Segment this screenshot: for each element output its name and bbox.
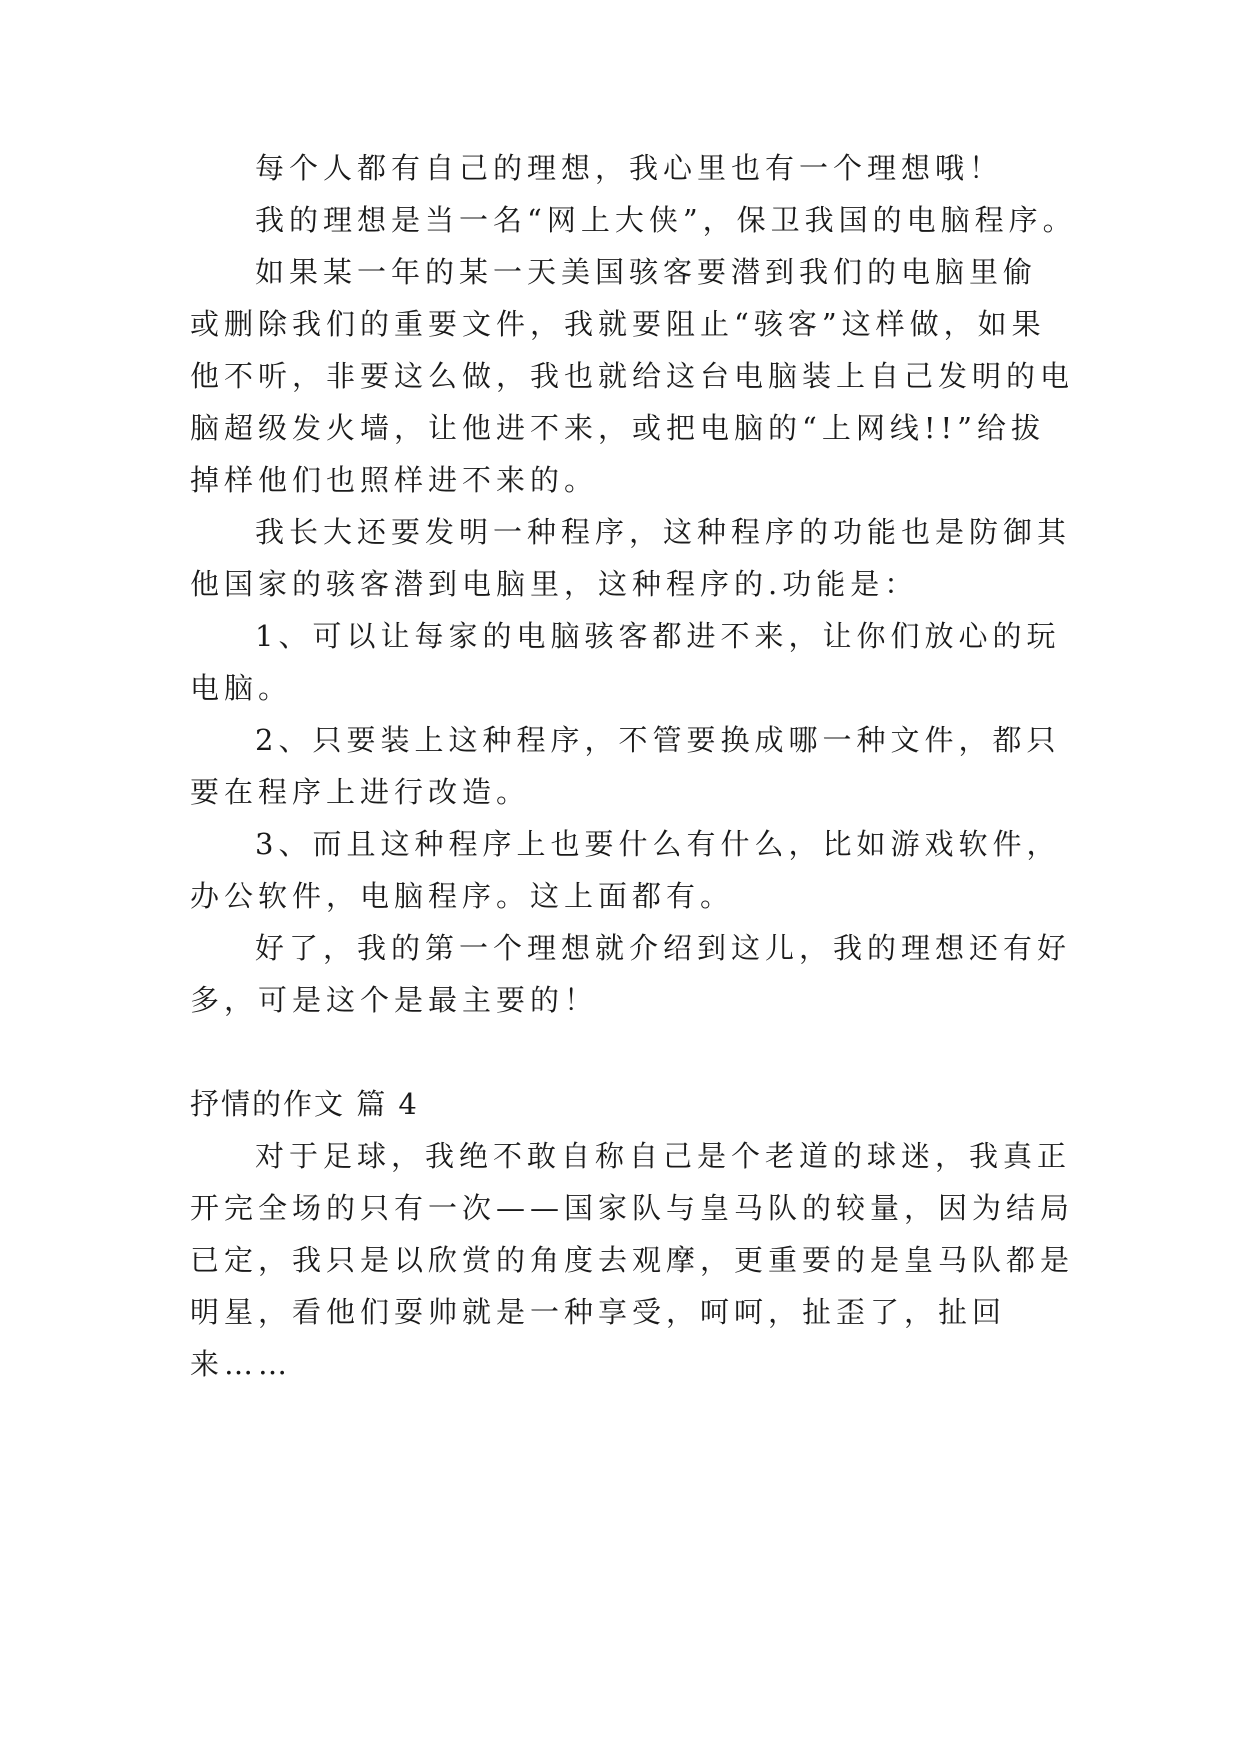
paragraph-line: 或删除我们的重要文件，我就要阻止“骇客”这样做，如果	[190, 307, 1046, 341]
paragraph-line: 他国家的骇客潜到电脑里，这种程序的.功能是：	[190, 567, 919, 601]
paragraph-line: 2、只要装上这种程序，不管要换成哪一种文件，都只	[255, 723, 1061, 757]
paragraph-line: 对于足球，我绝不敢自称自己是个老道的球迷，我真正	[255, 1139, 1072, 1173]
paragraph-line: 电脑。	[190, 671, 293, 705]
paragraph-line: 1、可以让每家的电脑骇客都进不来，让你们放心的玩	[255, 619, 1061, 653]
paragraph-line: 我的理想是当一名“网上大侠”，保卫我国的电脑程序。	[255, 203, 1077, 237]
paragraph-line: 好了，我的第一个理想就介绍到这儿，我的理想还有好	[255, 931, 1072, 965]
paragraph-line: 3、而且这种程序上也要什么有什么，比如游戏软件，	[255, 827, 1061, 861]
paragraph-line: 多，可是这个是最主要的！	[190, 983, 599, 1017]
paragraph-line: 明星，看他们耍帅就是一种享受，呵呵，扯歪了，扯回	[190, 1295, 1007, 1329]
paragraph-line: 来……	[190, 1347, 293, 1381]
paragraph-line: 他不听，非要这么做，我也就给这台电脑装上自己发明的电	[190, 359, 1075, 393]
paragraph-line: 办公软件，电脑程序。这上面都有。	[190, 879, 735, 913]
paragraph-line: 我长大还要发明一种程序，这种程序的功能也是防御其	[255, 515, 1072, 549]
section-heading: 抒情的作文 篇 4	[190, 1087, 419, 1121]
paragraph-line: 已定，我只是以欣赏的角度去观摩，更重要的是皇马队都是	[190, 1243, 1075, 1277]
paragraph-line: 每个人都有自己的理想，我心里也有一个理想哦！	[255, 151, 1004, 185]
paragraph-line: 要在程序上进行改造。	[190, 775, 531, 809]
paragraph-line: 掉样他们也照样进不来的。	[190, 463, 599, 497]
paragraph-line: 如果某一年的某一天美国骇客要潜到我们的电脑里偷	[255, 255, 1038, 289]
paragraph-line: 开完全场的只有一次——国家队与皇马队的较量，因为结局	[190, 1191, 1075, 1225]
paragraph-line: 脑超级发火墙，让他进不来，或把电脑的“上网线!!”给拔	[190, 411, 1045, 445]
